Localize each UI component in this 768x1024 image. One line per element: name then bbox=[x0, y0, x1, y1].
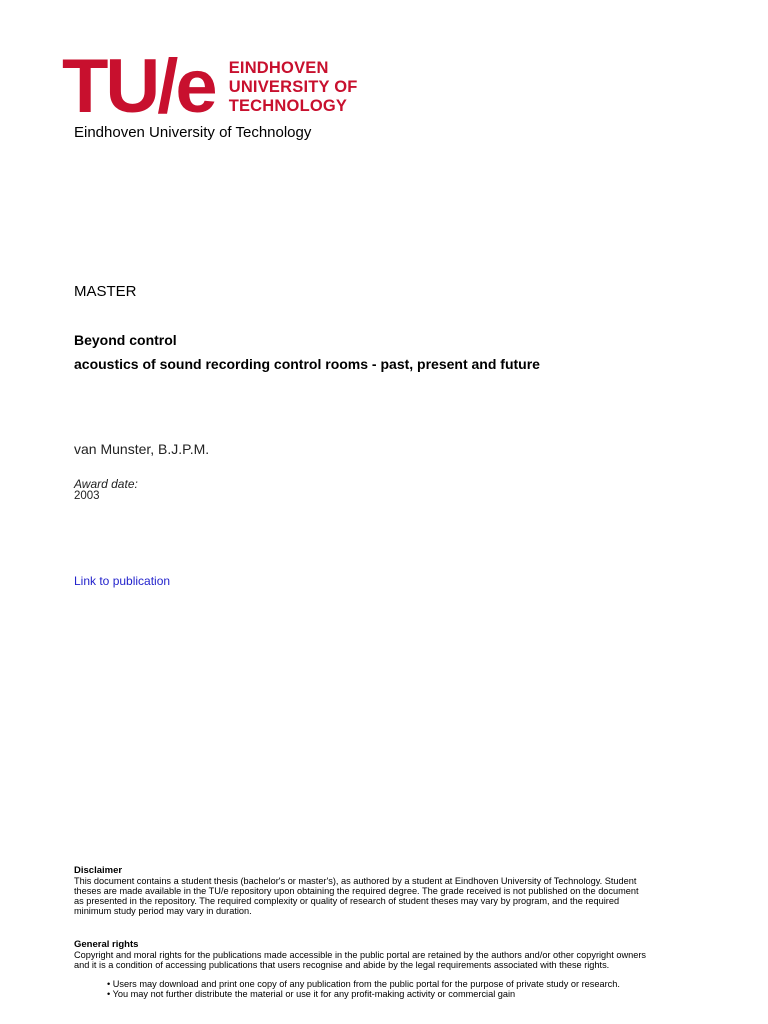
logo-line-1: EINDHOVEN bbox=[228, 59, 329, 77]
logo-line-3: TECHNOLOGY bbox=[228, 97, 348, 115]
degree-type: MASTER bbox=[74, 283, 137, 300]
disclaimer-line: theses are made available in the TU/e repository upon obtaining the required degree. The grade received is not published on the document bbox=[74, 886, 639, 896]
rights-bullet: • Users may download and print one copy of any publication from the public portal for the purpose of private study or research. bbox=[107, 979, 620, 989]
logo-mark: TU/e bbox=[62, 44, 215, 129]
disclaimer-line: minimum study period may vary in duration. bbox=[74, 906, 252, 916]
disclaimer-section bbox=[74, 866, 724, 916]
rights-bullet-list bbox=[107, 979, 727, 999]
rights-bullet: • You may not further distribute the material or use it for any profit-making activity or commercial gain bbox=[107, 989, 516, 999]
institution-name: Eindhoven University of Technology bbox=[74, 124, 312, 141]
disclaimer-heading: Disclaimer bbox=[74, 865, 123, 876]
author-name: van Munster, B.J.P.M. bbox=[74, 441, 210, 457]
publication-link[interactable]: Link to publication bbox=[74, 574, 171, 588]
general-rights-heading: General rights bbox=[74, 939, 139, 950]
general-rights-line: Copyright and moral rights for the publications made accessible in the public portal are retained by the authors and/or other copyright owners bbox=[74, 950, 646, 960]
award-date-value: 2003 bbox=[74, 490, 100, 502]
disclaimer-line: This document contains a student thesis (bachelor's or master's), as authored by a student at Eindhoven University of Technology. Student bbox=[74, 876, 637, 886]
logo-wordmark bbox=[229, 59, 358, 116]
thesis-subtitle: acoustics of sound recording control rooms - past, present and future bbox=[74, 356, 540, 372]
general-rights-line: and it is a condition of accessing publications that users recognise and abide by the legal requirements associated with these rights. bbox=[74, 960, 610, 970]
tue-logo bbox=[62, 44, 358, 129]
disclaimer-line: as presented in the repository. The required complexity or quality of research of student theses may vary by program, and the required bbox=[74, 896, 620, 906]
general-rights-section bbox=[74, 940, 724, 970]
thesis-title: Beyond control bbox=[74, 332, 177, 348]
award-date-label: Award date: bbox=[74, 477, 138, 491]
logo-line-2: UNIVERSITY OF bbox=[228, 78, 358, 96]
